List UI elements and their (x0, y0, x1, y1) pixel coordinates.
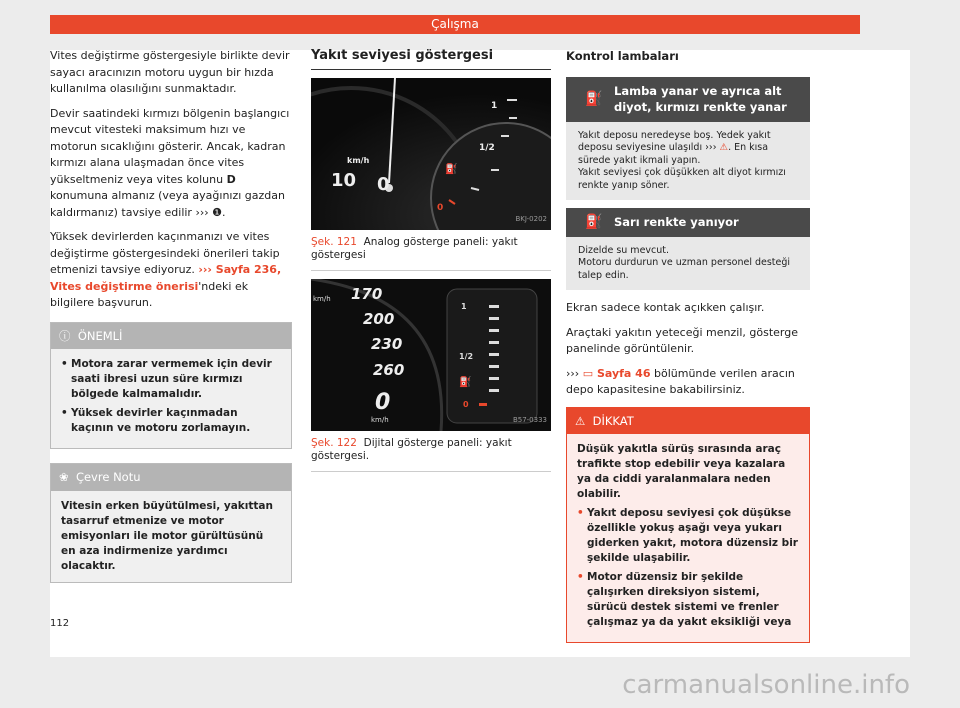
environment-note-box: ❀ Çevre Notu Vitesin erken büyütülmesi, yakıttan tasarruf etmenize ve motor emisyonları ile motor gürültüsünü en aza indirmenize yardımcı olacaktır. (50, 463, 292, 583)
gauge-label: 0 (437, 202, 444, 213)
list-item: • Yakıt deposu seviyesi çok düşükse özellikle yokuş aşağı veya yukarı giderken yakıt, motora düzensiz bir şekilde ulaşabilir. (577, 507, 798, 564)
gauge-label: 260 (373, 360, 405, 379)
figure-caption: Şek. 122 Dijital gösterge paneli: yakıt göstergesi. (311, 431, 551, 472)
warning-box: ⚠ DİKKAT Düşük yakıtla sürüş sırasında araç trafikte stop edebilir veya kazalara ya da ciddi yaralanmalara neden olabilir. • Yakıt deposu seviyesi çok düşükse özellikle yokuş aşağı veya yukarı giderken yakıt, motora düzensiz bir şekilde ulaşabilir. • Motor düzensiz bir şekilde çalışırken direksiyon sistemi, sürücü destek sistemi ve frenler çalışmaz ya da yakıt eksikliği veya (566, 407, 810, 644)
gauge-label: 170 (351, 284, 383, 303)
fuel-pump-icon: ⛽ (585, 90, 603, 107)
gauge-label: 230 (371, 334, 403, 353)
gauge-label: km/h (371, 415, 389, 424)
list-item: • Motora zarar vermemek için devir saati ibresi uzun süre kırmızı bölgede kalmamalıdır. (61, 358, 272, 400)
gauge-label: 0 (463, 399, 469, 409)
gauge-label: 10 (331, 169, 357, 191)
book-icon: ▭ (582, 366, 594, 380)
gauge-label: km/h (347, 155, 370, 165)
section-title: Yakıt seviyesi göstergesi (311, 48, 551, 70)
paragraph: Vites değiştirme göstergesiyle birlikte devir sayacı aracınızın motoru uygun bir hızda kullanılma olasılığını sunmaktadır. (50, 49, 290, 95)
column-right (566, 48, 810, 643)
list-item: • Motor düzensiz bir şekilde çalışırken direksiyon sistemi, sürücü destek sistemi ve frenler çalışmaz ya da yakıt eksikliği veya (577, 571, 792, 628)
paragraph: Araçtaki yakıtın yeteceği menzil, gösterge panelinde görüntülenir. (566, 325, 798, 355)
diesel-water-icon: ⛽ (585, 214, 603, 230)
analog-gauge-image: 1 1/2 0 km/h 10 0 ⛽ BKJ-0202 (311, 78, 551, 230)
info-icon: ⓘ (59, 328, 71, 343)
watermark: carmanualsonline.info (622, 670, 910, 700)
environment-note-header: ❀ Çevre Notu (51, 464, 291, 491)
gauge-label: 0 (375, 389, 391, 415)
warning-triangle-icon: ⚠ (719, 142, 729, 153)
paragraph: Devir saatindeki kırmızı bölgenin başlangıcı mevcut vitesteki maksimum hızı ve motorun sıcaklığını gösterir. Ancak, kadran kırmızı alana ulaşmadan önce vites yükseltmeniz veya vites kolunu D konumuna almanız (veya ayağınızı gazdan kaldırmanız) tavsiye edilir ››› ❶. (50, 106, 290, 219)
paragraph: Yüksek devirlerden kaçınmanızı ve vites değiştirme göstergesindeki önerileri takip etmenizi tavsiye ediyoruz. ››› Sayfa 236, Vites değiştirme önerisi'ndeki ek bilgilere başvurun. (50, 230, 282, 309)
important-header: ⓘ ÖNEMLİ (51, 323, 291, 350)
page-number: 112 (50, 618, 70, 629)
digital-gauge-image: 170 200 230 260 0 km/h km/h 1 1/2 0 ⛽ B57-0333 (311, 279, 551, 431)
gauge-label: 1/2 (479, 142, 495, 153)
warning-lamp-yellow-block: ⛽ Sarı renkte yanıyor Dizelde su mevcut. Motoru durdurun ve uzman personel desteği talep edin. (566, 208, 810, 290)
warning-lamp-red-block: ⛽ Lamba yanar ve ayrıca alt diyot, kırmızı renkte yanar Yakıt deposu neredeyse boş. Yedek yakıt deposu seviyesine ulaşıldı ››› ⚠. En kısa sürede yakıt ikmali yapın. Yakıt seviyesi çok düşükken alt diyot kırmızı renkte yanıp söner. (566, 77, 810, 201)
column-left (50, 48, 292, 583)
gauge-label: 1 (491, 100, 498, 111)
column-middle (311, 48, 551, 480)
cross-reference-link[interactable]: ▭ Sayfa 46 (582, 366, 651, 380)
section-title: Kontrol lambaları (566, 49, 679, 63)
figure-caption: Şek. 121 Analog gösterge paneli: yakıt göstergesi (311, 230, 551, 271)
fuel-pump-icon: ⛽ (445, 163, 458, 175)
gauge-label: 200 (363, 309, 395, 328)
paragraph: Ekran sadece kontak açıkken çalışır. (566, 301, 765, 314)
gauge-label: 1/2 (459, 351, 474, 361)
important-box (50, 322, 292, 450)
list-item: • Yüksek devirler kaçınmadan kaçının ve motoru zorlamayın. (61, 407, 251, 434)
gauge-label: km/h (313, 294, 331, 303)
chapter-header: Çalışma (50, 15, 860, 34)
warning-triangle-icon: ⚠ (575, 413, 586, 428)
fuel-pump-icon: ⛽ (459, 376, 472, 388)
gauge-label: 0 (377, 173, 390, 195)
cross-reference-link[interactable]: ››› Sayfa 236, Vites değiştirme önerisi (50, 263, 282, 293)
leaf-icon: ❀ (59, 470, 69, 484)
gauge-label: 1 (461, 301, 467, 311)
paragraph: ››› ▭ Sayfa 46 bölümünde verilen aracın depo kapasitesine bakabilirsiniz. (566, 366, 795, 396)
